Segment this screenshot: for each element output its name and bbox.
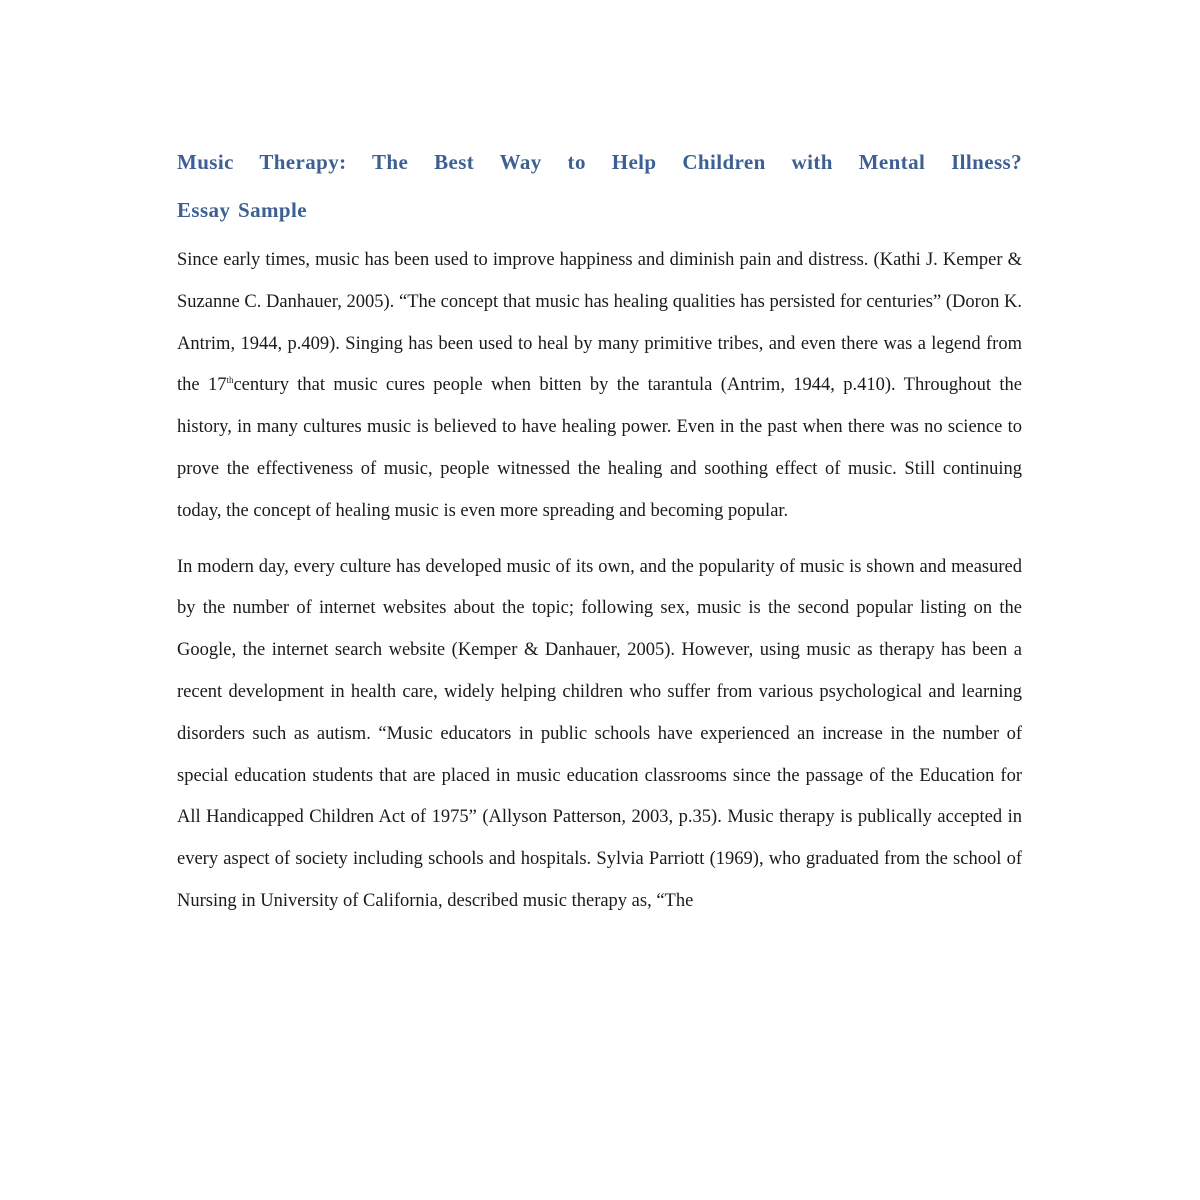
paragraph-1-text-a: Since early times, music has been used to improve happiness and diminish pain and distress. (Kathi J. Kemper & Suzanne C. Danhauer, 2005). “The concept that music has healing qualities has persisted for centuries” (Doron K. Antrim, 1944, p.409). Singing has been used to heal by many primitive tribes, and even there was a legend from the 17: [177, 250, 1022, 396]
paragraph-1-text-b: century that music cures people when bitten by the tarantula (Antrim, 1944, p.410). Throughout the history, in many cultures music is believed to have healing power. Even in the past when there was no science to prove the effectiveness of music, people witnessed the healing and soothing effect of music. Still continuing today, the concept of healing music is even more spreading and becoming popular.: [177, 375, 1022, 521]
paragraph-1: [177, 240, 1022, 533]
paragraph-2: In modern day, every culture has developed music of its own, and the popularity of music is shown and measured by the number of internet websites about the topic; following sex, music is the second popular listing on the Google, the internet search website (Kemper & Danhauer, 2005). However, using music as therapy has been a recent development in health care, widely helping children who suffer from various psychological and learning disorders such as autism. “Music educators in public schools have experienced an increase in the number of special education students that are placed in music education classrooms since the passage of the Education for All Handicapped Children Act of 1975” (Allyson Patterson, 2003, p.35). Music therapy is publically accepted in every aspect of society including schools and hospitals. Sylvia Parriott (1969), who graduated from the school of Nursing in University of California, described music therapy as, “The: [177, 556, 1022, 911]
document-body: [177, 138, 1022, 923]
title-line-1: Music Therapy: The Best Way to Help Children with Mental Illness?: [177, 150, 1022, 174]
document-title: [177, 138, 1022, 234]
superscript-th: th: [226, 375, 234, 386]
title-line-2: Essay Sample: [177, 198, 307, 222]
